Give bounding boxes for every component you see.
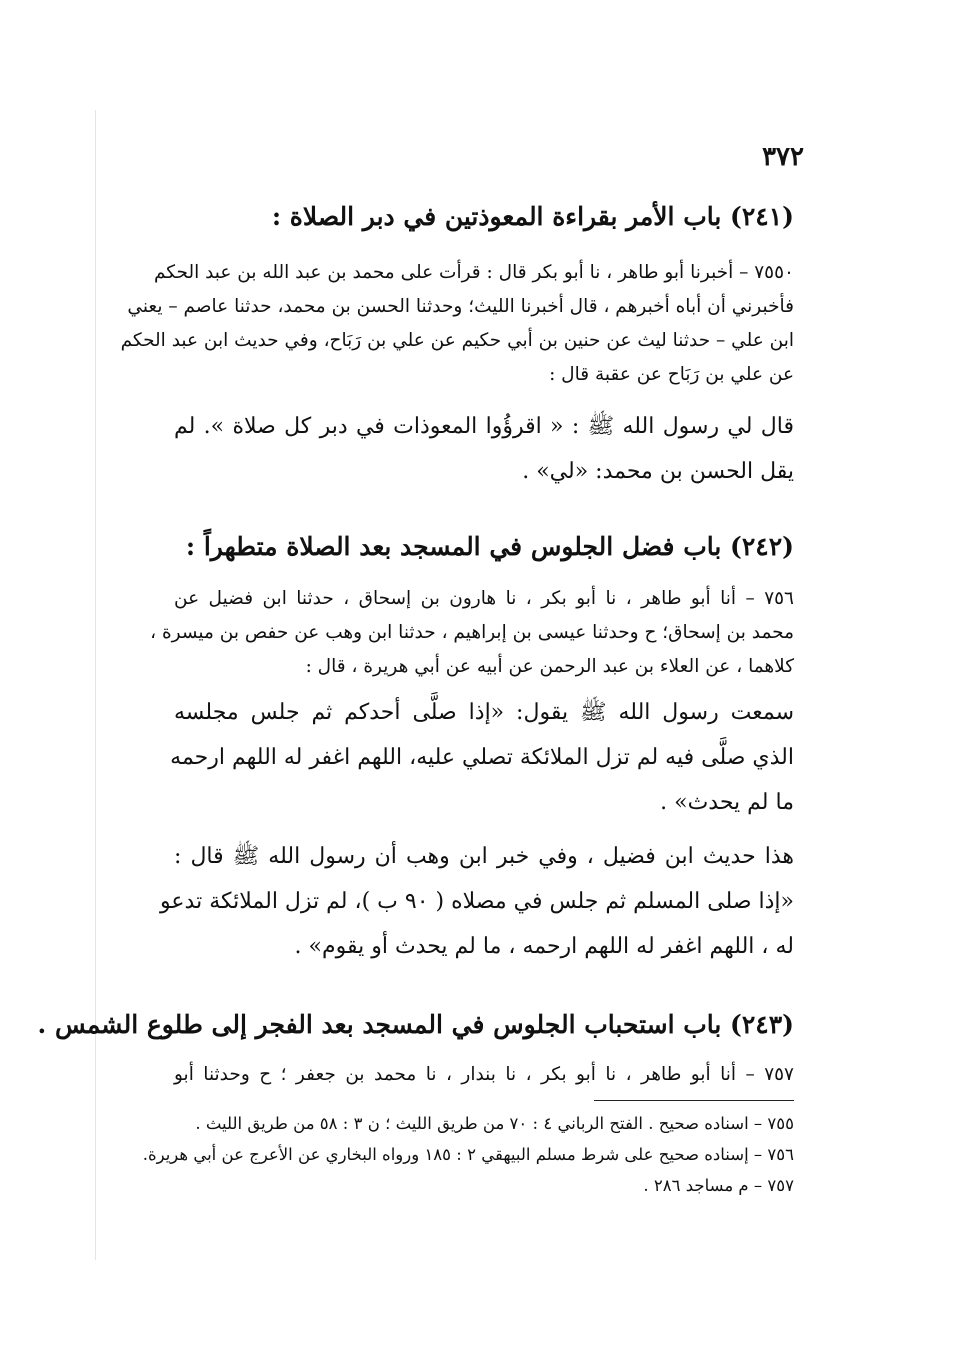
section-heading-242: (٢٤٢) باب فضل الجلوس في المسجد بعد الصلاة متطهراً : [185,532,794,561]
matn-line: يقل الحسن بن محمد: «لي» . [522,459,794,484]
footnote-757: ٧٥٧ – م مساجد ٢٨٦ . [643,1176,794,1195]
footnotes [142,1108,794,1201]
matn-line: ما لم يحدث» . [660,790,794,815]
matn-756 [170,690,794,825]
isnad-line: ٧٥٧ – أنا أبو طاهر ، نا أبو بكر ، نا بندار ، نا محمد بن جعفر ؛ ح وحدثنا أبو [174,1064,794,1085]
footnote-755: ٧٥٥ – اسناده صحيح . الفتح الرباني ٤ : ٧٠ من طريق الليث ؛ ن ٣ : ٥٨ من طريق الليث . [195,1114,794,1133]
isnad-756 [150,582,794,684]
scan-gutter-shadow [95,110,96,1260]
matn-line: الذي صلَّى فيه لم تزل الملائكة تصلي عليه، اللهم اغفر له اللهم ارحمه [170,745,794,770]
matn-line: قال لي رسول الله ﷺ : « اقرؤُوا المعوذات في دبر كل صلاة ». لم [174,414,794,439]
matn-line: له ، اللهم اغفر له اللهم ارحمه ، ما لم يحدث أو يقوم» . [294,934,794,959]
isnad-757 [174,1058,794,1092]
section-heading-241: (٢٤١) باب الأمر بقراءة المعوذتين في دبر الصلاة : [271,202,794,231]
section-heading-243: (٢٤٣) باب استحباب الجلوس في المسجد بعد الفجر إلى طلوع الشمس . [37,1010,794,1039]
isnad-line: عن علي بن رَبَاح عن عقبة قال : [549,364,794,385]
matn-line: هذا حديث ابن فضيل ، وفي خبر ابن وهب أن رسول الله ﷺ قال : [174,844,794,869]
isnad-line: فأخبرني أن أباه أخبرهم ، قال أخبرنا الليث؛ وحدثنا الحسن بن محمد، حدثنا عاصم – يعني [127,296,794,317]
page-number: ٣٧٢ [762,142,804,172]
isnad-line: كلاهما ، عن العلاء بن عبد الرحمن عن أبيه عن أبي هريرة ، قال : [305,656,794,677]
isnad-line: ٧٥٦ – أنا أبو طاهر ، نا أبو بكر ، نا هارون بن إسحاق ، حدثنا ابن فضيل عن [174,588,794,609]
isnad-line: ٧٥٥٠ – أخبرنا أبو طاهر ، نا أبو بكر قال : قرأت على محمد بن عبد الله بن عبد الحكم [153,262,794,283]
matn-line: سمعت رسول الله ﷺ يقول: «إذا صلَّى أحدكم ثم جلس مجلسه [174,700,794,725]
isnad-755 [120,256,794,392]
isnad-line: محمد بن إسحاق؛ ح وحدثنا عيسى بن إبراهيم ، حدثنا ابن وهب عن حفص بن ميسرة ، [150,622,794,643]
matn-line: «إذا صلى المسلم ثم جلس في مصلاه ( ٩٠ ب )، لم تزل الملائكة تدعو [160,889,794,914]
matn-755 [174,404,794,494]
footnote-divider [594,1100,794,1101]
footnote-756: ٧٥٦ – إسناده صحيح على شرط مسلم البيهقي ٢ : ١٨٥ ورواه البخاري عن الأعرج عن أبي هريرة. [142,1145,794,1164]
matn-756-variant [160,834,794,969]
isnad-line: ابن علي – حدثنا ليث عن حنين بن أبي حكيم عن علي بن رَبَاح، وفي حديث ابن عبد الحكم [120,330,794,351]
